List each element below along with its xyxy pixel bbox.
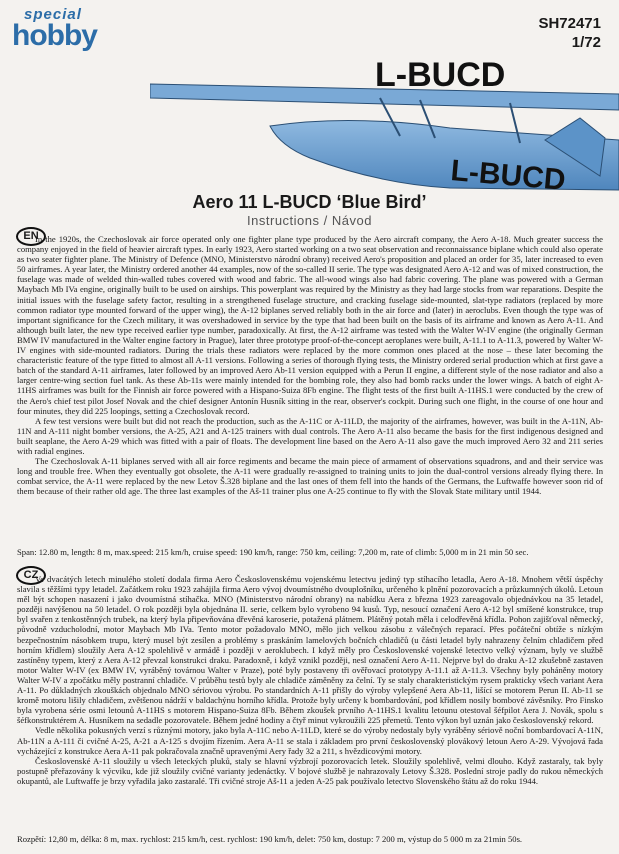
page-title: Aero 11 L-BUCD ‘Blue Bird’ xyxy=(192,192,427,212)
kit-code-block xyxy=(538,14,601,52)
cz-paragraph: Československé A-11 sloužily u všech leteckých pluků, staly se hlavní výzbrojí pozorovacích letek. Sloužily spolehlivě, velmi dlouho. Když zastaraly, tak byly postupně přeřazovány k výcviku, kde již sloužily cvičné varianty jedenáctky. V bojové službě je nahrazovaly Letovy Š.328. Poslední stroje padly do rukou německých okupantů, ale Luftwaffe je brzy vyřadila jako zastaralé. Tři cvičné stroje Aš-11 a jeden A-25 pak používalo letectvo Slovenského štátu až do roku 1944. xyxy=(17,755,603,786)
cz-history-text xyxy=(17,574,603,786)
aircraft-illustration xyxy=(150,48,619,198)
kit-code: SH72471 xyxy=(538,15,601,32)
en-language-badge: EN xyxy=(16,227,46,246)
page-subtitle: Instructions / Návod xyxy=(247,213,372,228)
en-paragraph: In the 1920s, the Czechoslovak air force operated only one fighter plane type produced by the Aero aircraft company, the Aero A-18. Much greater success the company enjoyed in the field of heavier aircraft types. In early 1923, Aero started working on a two seat observation and reconnaissance biplane which could also operate as two seater fighter plane. The Ministry of Defence (MNO, Ministerstvo národní obrany) received Aero's proposition and placed an order for 35, later increased to even 50 airframes. A year later, the Ministry ordered another 44 examples, now of the so-called II serie. The type was designated Aero A-12 and was of mixed construction, the fuselage was made of welded thin-walled tubes covered with wood and fabric. The all-wood wings also had fabric covering. The plane was powered with a German Maybach Mb IVa engine, originally built to be used on airships. This powerplant was required by the Ministry as they had large stocks from war reparations. Despite the initial issues with the fuselage safety factor, resulting in a strengthened fuselage structure, and cracking fuselage side-mounted, slat-type radiators (replaced by more common radiator type mounted forward of the upper wing), the A-12 biplanes served reliably both in the air force and (later) in aeroclubs. Even though the type was of important significance for the Czech military, it was overshadowed in service by the type that had been built on the basis of its airframe and known as Aero A-11. And although built later, the new type received earlier type number, paradoxically. At first, the A-12 airframe was tested with the Walter W-IV engine (the originally German BMW IV manufactured in the Walter engine factory in Prague), later three prototype proof-of-the-concept aeroplanes were built, A-11.1 to A-11.3, powered by Walter W-IV engines with side-mounted radiators. During the trials these radiators were replaced by the more common ones placed at the nose – these later becoming the characteristic feature of the type fitted to almost all A-11 versions. Following a series of thorough flying tests, the Ministry ordered serial production which at first gave a batch of the standard A-11 airframes, later followed by an improved Aero Ab-11 version equipped with a Perun II engine, a different style of the nose radiator and also a larger centre-wing section fuel tank. As these Ab-11s were mainly intended for the bombing role, they also had bomb racks under the lower wings. A batch of eight A-11HS airframes was built for the Finnish air force powered with a Hispano-Suiza 8Fb engine. The flight tests of the first built A-11HS.1 were conducted by the crew of the Aero's chief test pilot Josef Novak and the chief designer Antonín Husník sitting in the rear, observer's cockpit. During such one flight, in the course of one hour and four minutes, they did 225 loopings, setting a Czechoslovak record. xyxy=(17,234,603,416)
en-paragraph: A few test versions were built but did not reach the production, such as the A-11C or A-11LD, the majority of the airframes, however, was built in the A-11N, Ab-11N and A-111 night bomber versions, the A-25, A21 and A-125 trainers with dual controls. The Aero A-11 also became the basis for the first indigenous designed and built seaplane, the Aero A-29 which was fitted with a pair of floats. The development line based on the Aero A-11 also gave the much improved Aero 32 and 211 series with radial engines. xyxy=(17,415,603,456)
fuselage-marking: L-BUCD xyxy=(449,154,567,197)
special-hobby-logo xyxy=(10,6,120,52)
en-paragraph: The Czechoslovak A-11 biplanes served with all air force regiments and became the main piece of armament of observations squadrons, and and their service was long and trouble free. When they eventually got obsolete, the A-11 were gradually re-assigned to training units to join the dual-control versions already flying there. In combat service, the A-11 were replaced by the new Letov Š.328 biplane and the last ones of them fell into the hands of the Germans, the Luftwaffe however soon rid of them because of their rather old age. The three last examples of the Aš-11 trainer plus one A-25 continue to fly with the Slovak State military until 1944. xyxy=(17,456,603,497)
aircraft-marking: L-BUCD xyxy=(375,56,506,94)
kit-scale: 1/72 xyxy=(571,34,601,51)
logo-line-hobby: hobby xyxy=(12,19,97,52)
en-history-text xyxy=(17,234,603,496)
logo-line-special: special xyxy=(24,6,82,23)
cz-language-badge: CZ xyxy=(16,566,46,585)
cz-specifications: Rozpětí: 12,80 m, délka: 8 m, max. rychlost: 215 km/h, cest. rychlost: 190 km/h, delet: 750 km, dostup: 7 200 m, výstup do 5 000 m za 21min 50s. xyxy=(17,834,523,844)
cz-paragraph: Ve dvacátých letech minulého století dodala firma Aero Československému vojenskému letectvu jediný typ stíhacího letadla, Aero A-18. Mnohem větší úspěchy slavila s těžšími typy letadel. Začátkem roku 1923 zahájila firma Aero vývoj dvoumístného dvouplošníku, určeného k plnění pozorovacích a průzkumných úkolů. Letoun měl být schopen nasazení i jako dvoumístná stíhačka. MNO (Ministerstvo národní obrany) na nabídku Aera z března 1923 zareagovalo objednávkou na 35 letadel, později navýšenou na 50 letadel. O rok později byla objednána II. serie, celkem bylo vyrobeno 94 kusů. Typ, nesoucí označení Aero A-12 byl smíšené konstrukce, trup byl svařen z tenkostěnných trubek, na který byla připevňována dřevěná karoserie, potažená plátnem. Plátěný potah měla i celodřevěná křídla. Pohon zajišťoval německý, původně vzducholodní, motor Maybach Mb IVa. Tento motor požadovalo MNO, mělo jich velkou zásobu z válečných reparací. Přes počáteční obtíže s nízkým bezpečnostním násobkem trupu, který musel být zesílen a problémy s praskáním lamelových bočních chladičů (u části letadel byly nahrazeny čelním chladičem před horním křídlem) sloužily Aera A-12 spolehlivě v armádě i později v aeroklubech. I když měly pro Československé vojenské letectvo velký význam, byly ve službě zastíněny typem, který z Aera A-12 převzal konstrukci draku. Paradoxně, i když vznikl později, nesl označení Aero A-11. Nejprve byl do draku A-12 zkušebně zastaven motor Walter W-IV (ex BMW IV, vyráběný továrnou Walter v Praze), poté byly postaveny tři ověřovací prototypy A-11.1 až A-11.3. Všechny byly poháněny motory Walter W-IV a zpočátku měly postranní chladiče. V průběhu testů byly ale chladiče záměněny za čelní. Ty se staly charakteristickým rysem prakticky všech variant Aera A-11. Po důkladných zkouškách objednalo MNO sériovou výrobu. Po standardních A-11 přišly do výroby vylepšené Aera Ab-11, lišící se motorem Perun II. Ab-11 se kromě motoru lišily chladičem, zvětšenou nádrží v baldachýnu horního křídla. Protože byly určeny k bombardování, pod křídlem nosily bombové závěsníky. Pro Finsko byla vyrobena série osmi letounů A-11HS s motorem Hispano-Suiza 8Fb. Během zkoušek prvního A-11HS.1 kvalitu letounu otestoval šéfpilot Aera J. Novák, spolu s šéfkonstruktérem A. Husníkem na sedadle pozorovatele. Během jedné hodiny a čtyř minut vykroužili 225 přemetů. Tento výkon byl uznán jako československý rekord. xyxy=(17,574,603,726)
en-specifications: Span: 12.80 m, length: 8 m, max.speed: 215 km/h, cruise speed: 190 km/h, range: 750 km, ceiling: 7,200 m, rate of climb: 5,000 m in 21 min 50 sec. xyxy=(17,547,529,557)
cz-paragraph: Vedle několika pokusných verzí s různými motory, jako byla A-11C nebo A-11LD, které se do výroby nedostaly byly vyráběny sériově noční bombardovací A-11N, Ab-11N a A-111 či cvičné A-25, A-21 a A-125 s dvojím řízením. Aera A-11 se stala i základem pro první československý plovákový letoun Aero A-29. Vývojová řada vycházející z konstrukce Aera A-11 pak pokračovala značně upravenými Aery řady 32 a 211, s hvězdicovými motory. xyxy=(17,725,603,756)
